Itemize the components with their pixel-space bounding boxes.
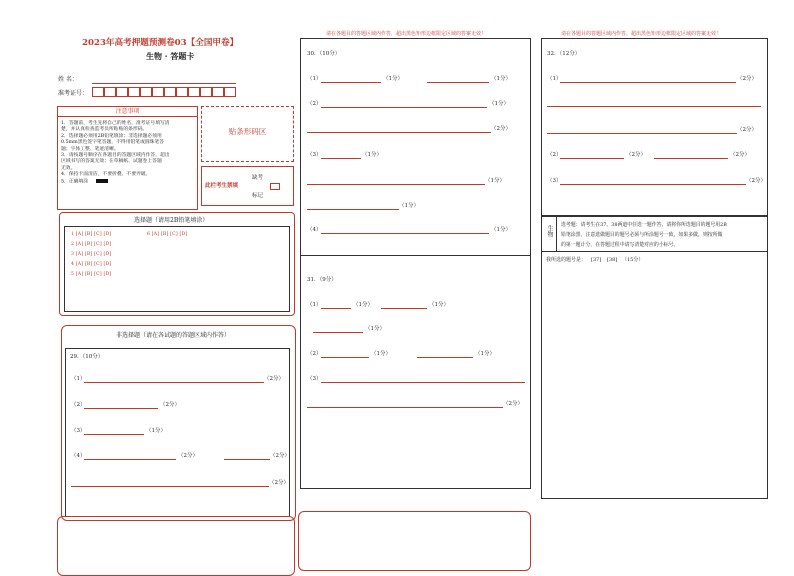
q31-score-1b: （1分） xyxy=(429,302,449,308)
name-label: 姓 名： xyxy=(58,76,78,83)
q29-answer-4a[interactable] xyxy=(84,459,176,460)
elective-choice-label: 我所选的题号是： xyxy=(546,257,587,263)
q30-score-3c: （1分） xyxy=(399,203,419,209)
q29-score-4a: （2分） xyxy=(178,453,198,459)
notice-line: 楚，并认真检查监考员所粘贴的条形码。 xyxy=(61,127,148,133)
q32-answer-1a[interactable] xyxy=(560,82,736,83)
elective-option-38[interactable]: [38] xyxy=(607,257,618,263)
id-cell[interactable] xyxy=(200,87,212,97)
q30-part-2: （2） xyxy=(307,101,322,107)
q30-part-4: （4） xyxy=(307,227,322,233)
q30-title: 30．（10分） xyxy=(307,51,341,57)
q29-answer-3[interactable] xyxy=(84,434,144,435)
q30-answer-3b[interactable] xyxy=(307,184,485,185)
q30-answer-1a[interactable] xyxy=(321,82,381,83)
choice-row[interactable]: 1 [A] [B] [C] [D] xyxy=(71,232,112,237)
q29-part-2: （2） xyxy=(71,402,86,408)
barcode-label: 贴条形码区 xyxy=(228,127,267,136)
q30-score-1b: （1分） xyxy=(491,76,511,82)
id-cell[interactable] xyxy=(224,87,236,97)
warning-right: 请在各题目的答题区域内作答，超出黑色矩形边框限定区域的答案无效！ xyxy=(561,31,722,37)
elective-score: （15分） xyxy=(622,257,644,263)
id-cell[interactable] xyxy=(92,87,104,97)
notice-box xyxy=(57,106,198,210)
q31-answer-1a[interactable] xyxy=(321,308,351,309)
notice-line: 3．请按题号顺序在各题目的答题区域内作答，超出 xyxy=(61,153,170,159)
elective-side-label: 生物 xyxy=(546,225,553,237)
id-cell[interactable] xyxy=(212,87,224,97)
q32-score-2a: （2分） xyxy=(626,152,646,158)
q32-answer-2a[interactable] xyxy=(560,158,624,159)
notice-line: 1．答题前，考生先将自己的姓名，准考证号填写清 xyxy=(61,121,170,126)
q29-part-3: （3） xyxy=(71,428,86,434)
q30-score-3b: （1分） xyxy=(485,178,505,184)
name-field[interactable] xyxy=(92,83,236,84)
q30-answer-3a[interactable] xyxy=(321,158,361,159)
q32-score-2b: （2分） xyxy=(730,152,750,158)
q30-score-4: （1分） xyxy=(491,227,511,233)
elective-instruction-1: 选考题：请考生在37、38两道中任选一题作答，请将你所选题目的题号用2B xyxy=(561,222,727,228)
elective-box xyxy=(541,216,768,499)
notice-line: 2．选择题必须用2B铅笔填涂；非选择题必须用 xyxy=(61,133,162,139)
q32-answer-1b[interactable] xyxy=(547,106,761,107)
q30-score-2a: （1分） xyxy=(489,101,509,107)
q32-score-1a: （2分） xyxy=(737,76,757,82)
q30-divider xyxy=(301,255,530,256)
absent-label: 此栏考生禁填 xyxy=(205,183,239,189)
page-title: 2023年高考押题预测卷03【全国甲卷】 xyxy=(82,38,239,48)
notice-line: 无效。 xyxy=(61,165,76,171)
q29-part-1: （1） xyxy=(71,376,86,382)
q29-score-4b: （2分） xyxy=(270,453,290,459)
elective-option-37[interactable]: [37] xyxy=(591,257,602,263)
q32-part-3: （3） xyxy=(547,178,562,184)
elective-instruction-2: 铅笔涂黑，注意选做题目的题号必须与所涂题号一致，如果多做，则按所做 xyxy=(561,232,723,238)
notice-line: 0.5mm黑色签字笔答题，不得用铅笔或圆珠笔答 xyxy=(61,140,165,146)
id-cell[interactable] xyxy=(104,87,116,97)
notice-title: 注意事项 xyxy=(58,107,197,117)
q31-score-2b: （1分） xyxy=(475,351,495,357)
q32-title: 32．（12分） xyxy=(547,51,581,57)
absent-box xyxy=(201,166,294,206)
q31-answer-1c[interactable] xyxy=(313,332,363,333)
id-number-cells[interactable] xyxy=(92,87,242,97)
elective-side-label-box xyxy=(542,217,557,252)
q29-box xyxy=(65,348,290,517)
q31-answer-3a[interactable] xyxy=(321,382,525,383)
q31-score-1c: （1分） xyxy=(365,326,385,332)
notice-line: 题；字体工整、笔迹清晰。 xyxy=(61,146,119,152)
absent-mark-label-2: 标记 xyxy=(252,193,264,199)
choice-grid xyxy=(64,226,290,312)
q30-part-1: （1） xyxy=(307,76,322,82)
elective-instruction-3: 的第一题计分，在答题过程中请写清楚对应的小标号。 xyxy=(561,242,679,248)
choice-row[interactable]: 3 [A] [B] [C] [D] xyxy=(71,252,112,257)
page-subtitle: 生物 · 答题卡 xyxy=(146,51,195,61)
q30-q31-box xyxy=(300,38,531,489)
q29-answer-4b[interactable] xyxy=(224,459,270,460)
notice-line: 4．保持卡面清洁，不要折叠、不要弄破。 xyxy=(61,172,151,178)
bottom-box-middle xyxy=(298,511,531,571)
q32-part-1: （1） xyxy=(547,76,562,82)
q29-score-4c: （2分） xyxy=(269,480,289,486)
id-label: 准考证号： xyxy=(58,90,89,97)
id-cell[interactable] xyxy=(116,87,128,97)
q30-answer-2a[interactable] xyxy=(321,107,487,108)
q31-part-2: （2） xyxy=(307,351,322,357)
choice-row[interactable]: 5 [A] [B] [C] [D] xyxy=(71,272,112,277)
choice-section xyxy=(59,212,295,316)
q31-answer-2b[interactable] xyxy=(417,357,473,358)
nonchoice-title: 非选择题（请在各试题的答题区域内作答） xyxy=(116,332,231,339)
q32-answer-1c[interactable] xyxy=(547,133,737,134)
q30-score-2b: （2分） xyxy=(491,126,511,132)
absent-checkbox[interactable] xyxy=(270,183,280,190)
q32-answer-2b[interactable] xyxy=(654,158,728,159)
choice-row[interactable]: 6 [A] [B] [C] [D] xyxy=(147,232,188,237)
q29-title: 29．（10分） xyxy=(70,354,104,360)
q30-score-1a: （1分） xyxy=(383,76,403,82)
notice-line: 5．正确填涂 xyxy=(61,179,195,186)
q31-score-1a: （1分） xyxy=(353,302,373,308)
id-cell[interactable] xyxy=(188,87,200,97)
q31-answer-3b[interactable] xyxy=(307,407,503,408)
q30-answer-3c[interactable] xyxy=(307,209,399,210)
q32-score-3: （2分） xyxy=(746,178,766,184)
q31-part-1: （1） xyxy=(307,302,322,308)
q31-answer-1b[interactable] xyxy=(381,308,427,309)
q29-answer-2[interactable] xyxy=(84,408,158,409)
q31-answer-2a[interactable] xyxy=(321,357,369,358)
id-cell[interactable] xyxy=(128,87,140,97)
warning-middle: 请在各题目的答题区域内作答，超出黑色矩形边框限定区域的答案无效！ xyxy=(326,31,487,37)
q30-answer-2b[interactable] xyxy=(307,132,491,133)
q29-part-4: （4） xyxy=(71,453,86,459)
q29-answer-4c[interactable] xyxy=(71,486,269,487)
q31-score-2a: （1分） xyxy=(371,351,391,357)
id-cell[interactable] xyxy=(176,87,188,97)
q32-part-2: （2） xyxy=(547,152,562,158)
q30-answer-4[interactable] xyxy=(321,233,489,234)
filled-mark-icon xyxy=(96,179,108,183)
bottom-box-left xyxy=(57,516,295,576)
q31-score-3: （2分） xyxy=(503,401,523,407)
q32-score-1b: （2分） xyxy=(737,127,757,133)
q32-answer-3[interactable] xyxy=(560,184,746,185)
q29-answer-1[interactable] xyxy=(84,382,264,383)
barcode-area xyxy=(201,106,294,162)
notice-line: 区域书写的答案无效；在草稿纸、试题卷上答题 xyxy=(61,159,162,165)
absent-mark-label-1: 缺考 xyxy=(252,175,264,181)
q31-part-3: （3） xyxy=(307,376,322,382)
choice-row[interactable]: 4 [A] [B] [C] [D] xyxy=(71,262,112,267)
q29-score-3: （1分） xyxy=(146,428,166,434)
q29-score-2: （2分） xyxy=(160,402,180,408)
choice-title: 选择题（请用2B铅笔填涂） xyxy=(134,217,209,224)
id-cell[interactable] xyxy=(152,87,164,97)
id-cell[interactable] xyxy=(164,87,176,97)
q32-box xyxy=(541,38,768,216)
id-cell[interactable] xyxy=(140,87,152,97)
q30-part-3: （3） xyxy=(307,152,322,158)
q31-title: 31．（9分） xyxy=(307,277,337,283)
nonchoice-section xyxy=(61,325,296,521)
q29-score-1: （2分） xyxy=(264,376,284,382)
q30-answer-1b[interactable] xyxy=(427,82,489,83)
choice-row[interactable]: 2 [A] [B] [C] [D] xyxy=(71,242,112,247)
q30-score-3a: （1分） xyxy=(362,152,382,158)
